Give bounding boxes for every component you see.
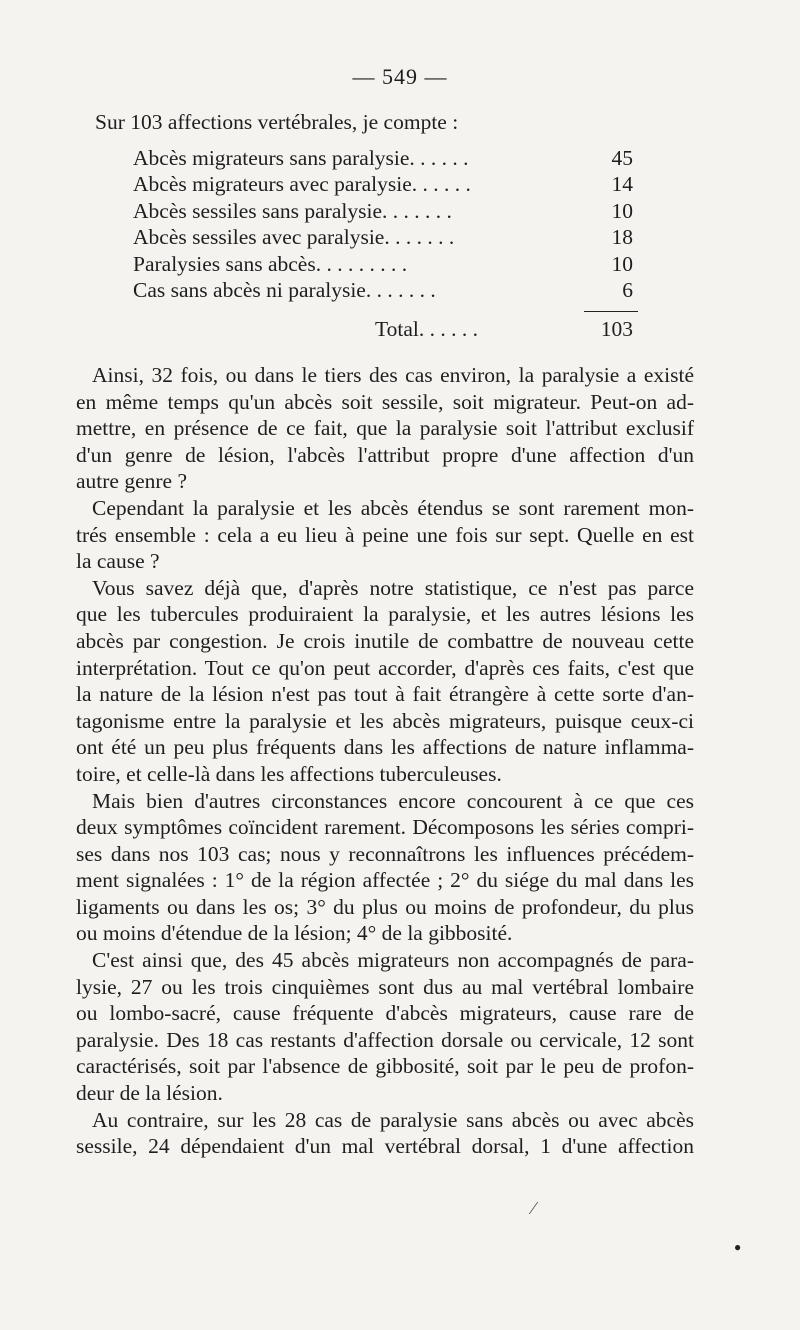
text-line: Cependant la paralysie et les abcès étendus se sont rarement mon- bbox=[92, 495, 694, 520]
text-line: Vous savez déjà que, d'après notre statistique, ce n'est pas parce bbox=[92, 575, 694, 600]
paragraph bbox=[76, 947, 694, 1107]
total-label: Total. . . . . . bbox=[375, 317, 478, 341]
intro-line: Sur 103 affections vertébrales, je compte : bbox=[95, 110, 459, 134]
text-line: trés ensemble : cela a eu lieu à peine une fois sur sept. Quelle en est bbox=[76, 522, 694, 547]
stat-row bbox=[133, 277, 633, 303]
text-line: d'un genre de lésion, l'abcès l'attribut propre d'une affection d'un bbox=[76, 442, 694, 467]
page-number: — 549 — bbox=[352, 64, 448, 89]
stat-value: 14 bbox=[611, 172, 633, 197]
stat-row bbox=[133, 224, 633, 250]
text-line: la nature de la lésion n'est pas tout à fait étrangère à cette sorte d'an- bbox=[76, 682, 694, 707]
stat-label: Abcès migrateurs avec paralysie. . . . . . bbox=[133, 172, 471, 197]
text-line: interprétation. Tout ce qu'on peut accorder, d'après ces faits, c'est que bbox=[76, 655, 694, 680]
stat-label: Abcès sessiles avec paralysie. . . . . . . bbox=[133, 225, 455, 250]
stat-value: 10 bbox=[611, 251, 633, 276]
text-line: ment signalées : 1° de la région affectée ; 2° du siége du mal dans les bbox=[76, 868, 694, 893]
text-line: lysie, 27 ou les trois cinquièmes sont dus au mal vertébral lombaire bbox=[76, 974, 694, 999]
pencil-mark: ⁄ bbox=[532, 1198, 536, 1218]
stat-row bbox=[133, 198, 633, 224]
text-line: deux symptômes coïncident rarement. Décomposons les séries compri- bbox=[76, 815, 694, 840]
text-line: tagonisme entre la paralysie et les abcès migrateurs, puisque ceux-ci bbox=[76, 708, 694, 733]
stat-label: Abcès migrateurs sans paralysie. . . . . . bbox=[133, 146, 469, 170]
text-line: la cause ? bbox=[76, 549, 160, 574]
text-line: abcès par congestion. Je crois inutile de combattre de nouveau cette bbox=[76, 628, 694, 653]
statistics-table bbox=[133, 145, 633, 303]
stat-row bbox=[133, 145, 633, 171]
stat-value: 45 bbox=[611, 146, 633, 170]
text-line: toire, et celle-là dans les affections tuberculeuses. bbox=[76, 761, 502, 786]
stat-row bbox=[133, 171, 633, 197]
text-line: ou lombo-sacré, cause fréquente d'abcès migrateurs, cause rare de bbox=[76, 1001, 694, 1026]
total-rule bbox=[584, 311, 638, 312]
text-line: sessile, 24 dépendaient d'un mal vertébral dorsal, 1 d'une affection bbox=[76, 1134, 694, 1159]
text-line: ou moins d'étendue de la lésion; 4° de la gibbosité. bbox=[76, 921, 513, 946]
text-line: autre genre ? bbox=[76, 469, 188, 494]
total-value: 103 bbox=[600, 317, 633, 341]
text-line: Mais bien d'autres circonstances encore concourent à ce que ces bbox=[92, 788, 694, 813]
text-line: deur de la lésion. bbox=[76, 1081, 223, 1106]
text-line: paralysie. Des 18 cas restants d'affection dorsale ou cervicale, 12 sont bbox=[76, 1027, 694, 1052]
paragraph bbox=[76, 575, 694, 788]
stat-label: Paralysies sans abcès. . . . . . . . . bbox=[133, 251, 408, 276]
paragraph bbox=[76, 362, 694, 495]
text-line: Ainsi, 32 fois, ou dans le tiers des cas environ, la paralysie a existé bbox=[92, 363, 694, 387]
stat-label: Cas sans abcès ni paralysie. . . . . . . bbox=[133, 277, 436, 302]
stat-value: 6 bbox=[622, 277, 633, 302]
body-text bbox=[76, 362, 694, 1160]
total-row bbox=[133, 316, 633, 342]
paragraph bbox=[76, 495, 694, 575]
text-line: ses dans nos 103 cas; nous y reconnaîtrons les influences précédem- bbox=[76, 841, 694, 866]
text-line: en même temps qu'un abcès soit sessile, soit migrateur. Peut-on ad- bbox=[76, 389, 694, 414]
text-line: ligaments ou dans les os; 3° du plus ou moins de profondeur, du plus bbox=[76, 894, 694, 919]
ink-dot: ● bbox=[734, 1240, 742, 1254]
stat-row bbox=[133, 251, 633, 277]
text-line: Au contraire, sur les 28 cas de paralysie sans abcès ou avec abcès bbox=[92, 1107, 694, 1132]
text-line: caractérisés, soit par l'absence de gibbosité, soit par le peu de profon- bbox=[76, 1054, 694, 1079]
paragraph bbox=[76, 788, 694, 948]
stat-value: 18 bbox=[611, 225, 633, 250]
stat-label: Abcès sessiles sans paralysie. . . . . . . bbox=[133, 198, 452, 223]
text-line: mettre, en présence de ce fait, que la paralysie soit l'attribut exclusif bbox=[76, 416, 694, 441]
text-line: C'est ainsi que, des 45 abcès migrateurs non accompagnés de para- bbox=[92, 948, 694, 973]
paragraph bbox=[76, 1107, 694, 1160]
text-line: que les tubercules produiraient la paralysie, et les autres lésions les bbox=[76, 602, 694, 627]
stat-value: 10 bbox=[611, 198, 633, 223]
text-line: ont été un peu plus fréquents dans les affections de nature inflamma- bbox=[76, 735, 694, 760]
